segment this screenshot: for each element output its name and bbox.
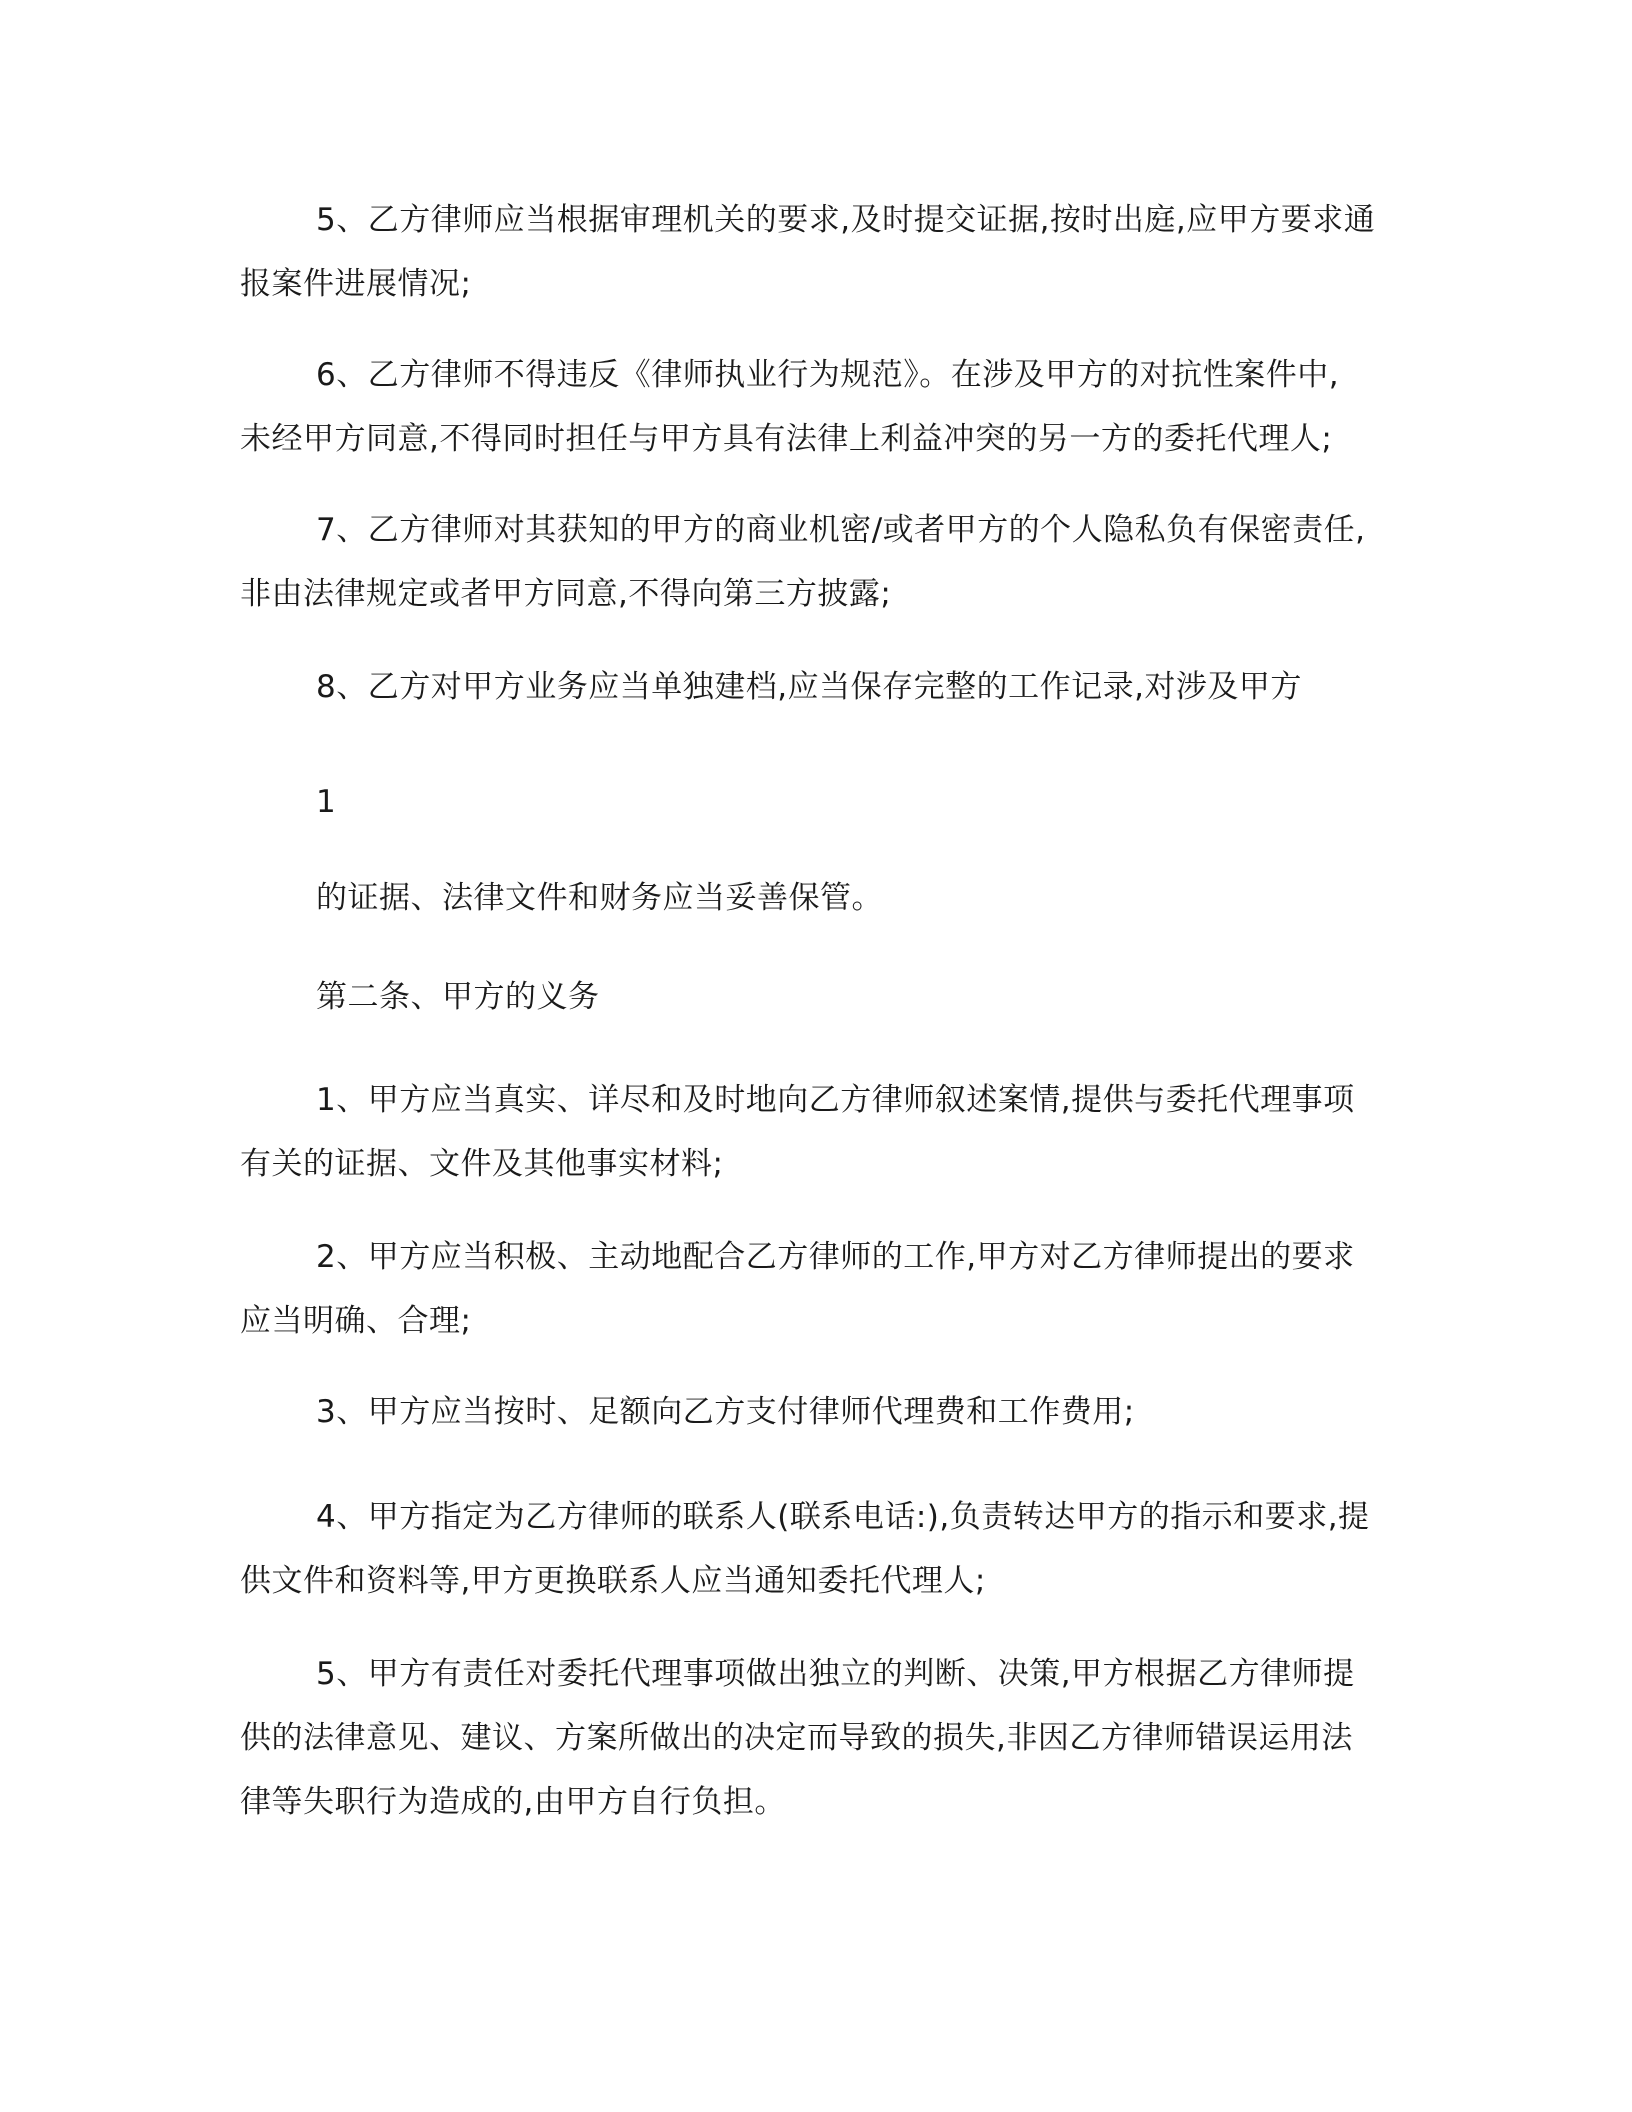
continuation-text	[316, 866, 1466, 930]
page-number	[316, 770, 1466, 834]
section-title	[316, 965, 1466, 1029]
text-line: 的证据、法律文件和财务应当妥善保管。	[316, 880, 883, 916]
text-line: 7、乙方律师对其获知的甲方的商业机密/或者甲方的个人隐私负有保密责任,	[316, 512, 1366, 548]
text-line: 律等失职行为造成的,由甲方自行负担。	[240, 1784, 786, 1820]
section-title-text: 第二条、甲方的义务	[316, 979, 600, 1015]
text-line: 报案件进展情况;	[240, 266, 472, 302]
paragraph-item-8-party-b	[240, 655, 1390, 719]
text-line: 供的法律意见、建议、方案所做出的决定而导致的损失,非因乙方律师错误运用法	[240, 1720, 1353, 1756]
text-line: 有关的证据、文件及其他事实材料;	[240, 1146, 724, 1182]
paragraph-item-6-party-b	[240, 343, 1390, 471]
paragraph-item-1-party-a	[240, 1068, 1390, 1196]
text-line: 未经甲方同意,不得同时担任与甲方具有法律上利益冲突的另一方的委托代理人;	[240, 421, 1333, 457]
text-line: 2、甲方应当积极、主动地配合乙方律师的工作,甲方对乙方律师提出的要求	[316, 1239, 1355, 1275]
text-line: 非由法律规定或者甲方同意,不得向第三方披露;	[240, 576, 892, 612]
paragraph-item-5-party-a	[240, 1642, 1390, 1834]
text-line: 8、乙方对甲方业务应当单独建档,应当保存完整的工作记录,对涉及甲方	[316, 669, 1302, 705]
text-line: 5、甲方有责任对委托代理事项做出独立的判断、决策,甲方根据乙方律师提	[316, 1656, 1355, 1692]
text-line: 4、甲方指定为乙方律师的联系人(联系电话:),负责转达甲方的指示和要求,提	[316, 1499, 1370, 1535]
paragraph-item-7-party-b	[240, 498, 1390, 626]
text-line: 6、乙方律师不得违反《律师执业行为规范》。在涉及甲方的对抗性案件中,	[316, 357, 1340, 393]
page-number-text: 1	[316, 784, 337, 820]
paragraph-item-2-party-a	[240, 1225, 1390, 1353]
text-line: 应当明确、合理;	[240, 1303, 472, 1339]
text-line: 1、甲方应当真实、详尽和及时地向乙方律师叙述案情,提供与委托代理事项	[316, 1082, 1355, 1118]
paragraph-item-4-party-a	[240, 1485, 1390, 1613]
text-line: 供文件和资料等,甲方更换联系人应当通知委托代理人;	[240, 1563, 986, 1599]
paragraph-item-3-party-a	[240, 1380, 1390, 1444]
text-line: 3、甲方应当按时、足额向乙方支付律师代理费和工作费用;	[316, 1394, 1135, 1430]
paragraph-item-5-party-b	[240, 188, 1390, 316]
text-line: 5、乙方律师应当根据审理机关的要求,及时提交证据,按时出庭,应甲方要求通	[316, 202, 1376, 238]
